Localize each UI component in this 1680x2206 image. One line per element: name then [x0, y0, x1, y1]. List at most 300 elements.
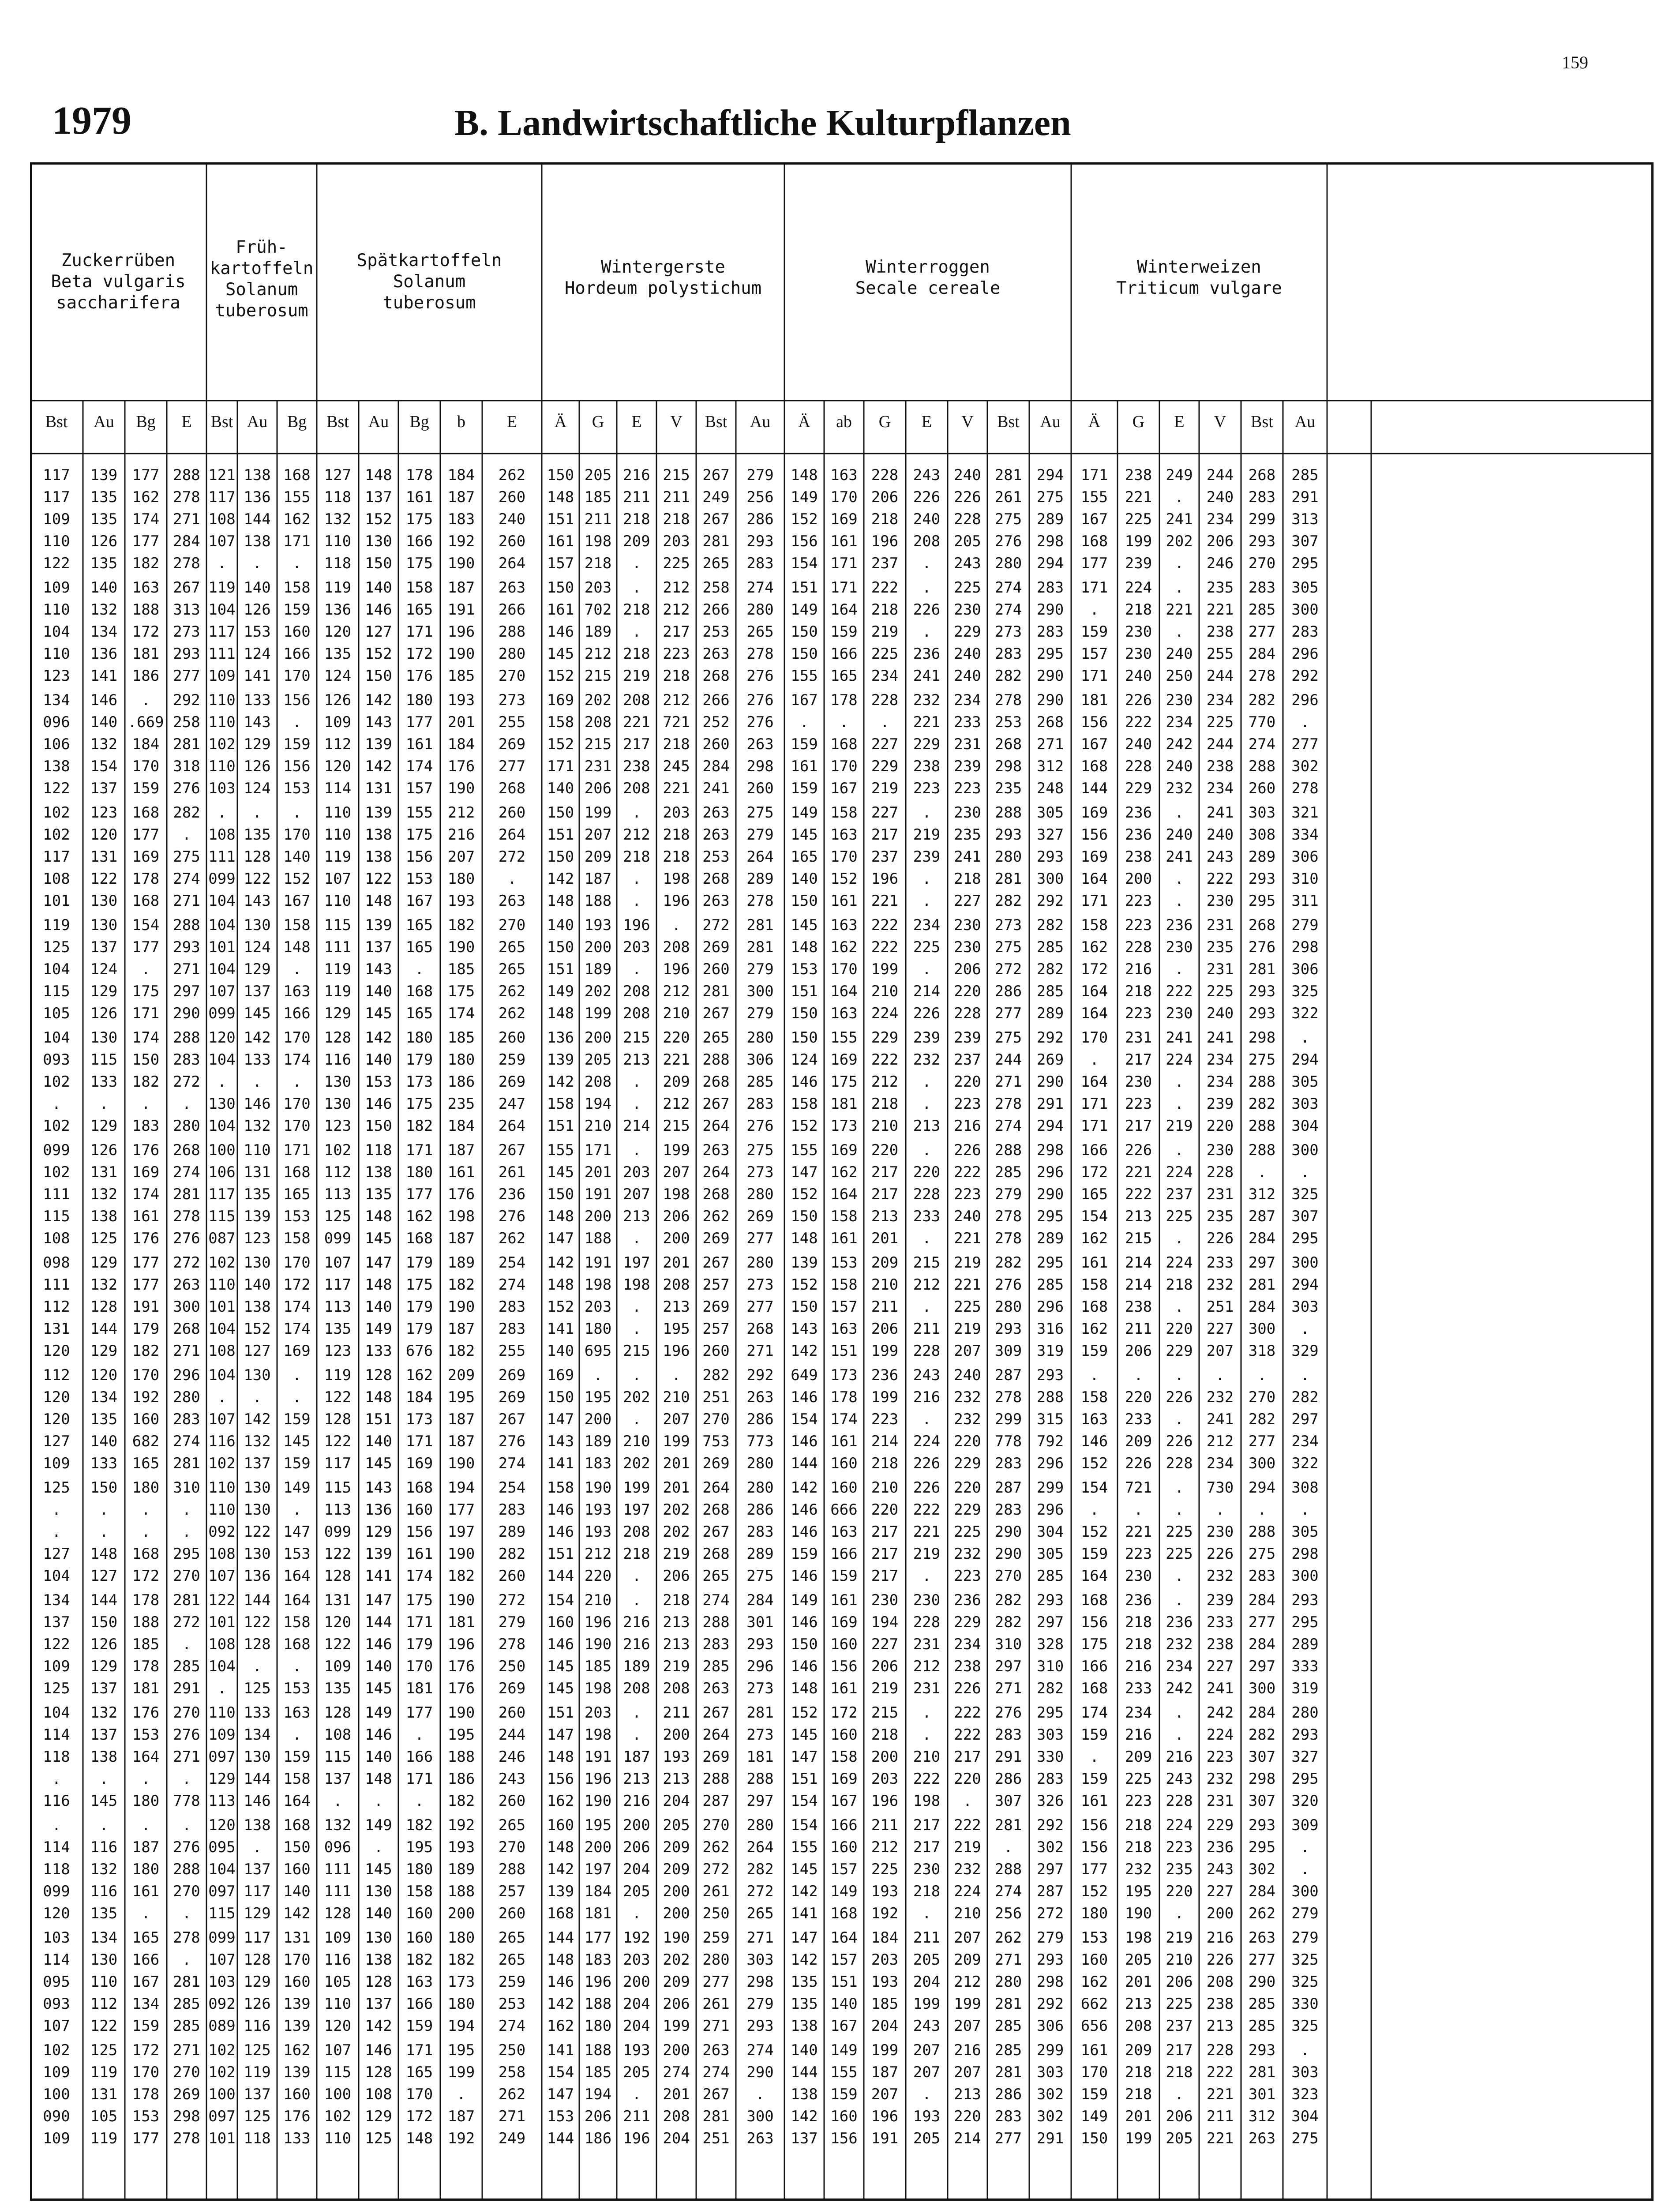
table-cell: 239 — [1125, 555, 1152, 572]
table-cell: 284 — [746, 1591, 774, 1609]
table-cell: 208 — [623, 1523, 650, 1541]
table-cell: 196 — [663, 892, 690, 910]
page-title: B. Landwirtschaftliche Kulturpflanzen — [454, 102, 1071, 143]
table-cell: 128 — [324, 1029, 352, 1047]
table-cell: 152 — [791, 1704, 818, 1722]
table-cell: 288 — [746, 1770, 774, 1788]
table-cell: 295 — [173, 1545, 200, 1563]
table-cell: 159 — [132, 780, 160, 797]
table-cell: 203 — [584, 579, 612, 597]
table-cell: 177 — [132, 1276, 160, 1294]
table-cell: . — [1174, 1095, 1184, 1113]
table-cell: 153 — [791, 960, 818, 978]
table-cell: 211 — [913, 1320, 941, 1338]
table-cell: 151 — [791, 983, 818, 1000]
table-cell: 209 — [584, 848, 612, 866]
table-cell: 239 — [1206, 1591, 1234, 1609]
table-cell: 189 — [584, 623, 612, 641]
table-cell: 148 — [365, 1276, 392, 1294]
table-cell: 263 — [702, 804, 730, 822]
table-cell: 220 — [663, 1029, 690, 1047]
table-cell: 251 — [702, 1388, 730, 1406]
table-cell: 287 — [1248, 1208, 1276, 1225]
table-cell: 216 — [1206, 1929, 1234, 1947]
table-cell: 140 — [830, 1995, 858, 2013]
table-cell: 231 — [584, 758, 612, 775]
table-cell: 090 — [43, 2108, 70, 2125]
table-cell: 295 — [1036, 645, 1064, 663]
table-cell: 285 — [1036, 1276, 1064, 1294]
table-cell: 279 — [498, 1613, 526, 1631]
table-cell: 182 — [447, 1567, 475, 1585]
table-cell: 202 — [584, 983, 612, 1000]
table-cell: 153 — [244, 623, 271, 641]
column-header: Bg — [136, 413, 156, 431]
table-cell: 293 — [1036, 1951, 1064, 1969]
table-cell: 115 — [324, 1479, 352, 1497]
table-cell: 196 — [871, 870, 899, 888]
table-cell: 128 — [324, 1905, 352, 1922]
table-cell: 296 — [173, 1366, 200, 1384]
table-cell: 262 — [498, 466, 526, 484]
table-cell: 325 — [1291, 983, 1319, 1000]
table-cell: 298 — [746, 758, 774, 775]
table-cell: 159 — [405, 2017, 433, 2035]
table-cell: 222 — [871, 916, 899, 934]
table-cell: 222 — [1206, 2063, 1234, 2081]
table-cell: 117 — [43, 488, 70, 506]
table-cell: 110 — [208, 758, 236, 775]
table-cell: 218 — [623, 645, 650, 663]
table-cell: 204 — [623, 1861, 650, 1878]
table-cell: 226 — [1125, 1455, 1152, 1472]
table-cell: 110 — [208, 1704, 236, 1722]
table-cell: 269 — [173, 2086, 200, 2103]
table-cell: 119 — [324, 1366, 352, 1384]
table-cell: 159 — [283, 1455, 311, 1472]
table-cell: 300 — [746, 983, 774, 1000]
table-cell: 218 — [663, 510, 690, 528]
table-cell: 218 — [871, 1095, 899, 1113]
table-cell: 199 — [954, 1995, 981, 2013]
table-cell: 219 — [871, 780, 899, 797]
table-cell: 180 — [447, 1051, 475, 1069]
table-cell: 171 — [405, 1433, 433, 1450]
table-cell: 207 — [954, 1342, 981, 1360]
table-cell: 151 — [830, 1342, 858, 1360]
table-cell: 282 — [994, 1591, 1022, 1609]
table-cell: 110 — [324, 826, 352, 844]
table-cell: 273 — [994, 623, 1022, 641]
table-cell: . — [922, 555, 931, 572]
table-cell: 234 — [954, 691, 981, 709]
table-cell: 208 — [584, 713, 612, 731]
column-header: E — [506, 413, 518, 431]
group-heading: kartoffeln — [210, 259, 314, 278]
table-cell: 209 — [1125, 2041, 1152, 2059]
table-cell: 116 — [244, 2017, 271, 2035]
table-cell: 298 — [1248, 1770, 1276, 1788]
table-cell: 132 — [90, 1186, 118, 1203]
table-cell: 216 — [447, 826, 475, 844]
table-cell: 109 — [43, 2063, 70, 2081]
table-cell: 227 — [871, 735, 899, 753]
table-cell: 778 — [173, 1792, 200, 1810]
table-cell: 222 — [871, 938, 899, 956]
table-cell: 132 — [324, 510, 352, 528]
table-cell: 210 — [663, 1388, 690, 1406]
table-cell: . — [755, 2086, 765, 2103]
table-cell: 158 — [283, 1770, 311, 1788]
table-cell: 282 — [1248, 1726, 1276, 1744]
table-cell: 106 — [43, 735, 70, 753]
table-cell: 265 — [746, 1905, 774, 1922]
table-cell: 181 — [584, 1905, 612, 1922]
table-cell: 281 — [994, 2063, 1022, 2081]
table-cell: 230 — [1166, 691, 1193, 709]
table-cell: 178 — [830, 691, 858, 709]
table-cell: 126 — [90, 533, 118, 550]
table-cell: 298 — [994, 758, 1022, 775]
table-cell: 226 — [1166, 1388, 1193, 1406]
table-cell: 264 — [702, 1479, 730, 1497]
table-cell: 122 — [90, 2017, 118, 2035]
table-cell: 177 — [405, 1186, 433, 1203]
table-cell: . — [922, 1411, 931, 1428]
table-cell: 184 — [447, 735, 475, 753]
table-cell: 139 — [365, 804, 392, 822]
table-cell: 139 — [365, 916, 392, 934]
table-cell: 129 — [365, 2108, 392, 2125]
table-cell: 260 — [498, 488, 526, 506]
table-cell: 183 — [132, 1117, 160, 1135]
table-cell: 204 — [623, 2017, 650, 2035]
table-cell: 157 — [830, 1951, 858, 1969]
table-cell: 161 — [405, 488, 433, 506]
table-cell: . — [1300, 2041, 1310, 2059]
table-cell: 288 — [994, 804, 1022, 822]
table-cell: 228 — [954, 1005, 981, 1022]
table-cell: 182 — [405, 1951, 433, 1969]
table-cell: 264 — [702, 1163, 730, 1181]
table-cell: 271 — [498, 2108, 526, 2125]
table-cell: 200 — [584, 1838, 612, 1856]
table-cell: 137 — [324, 1770, 352, 1788]
table-cell: 093 — [43, 1051, 70, 1069]
table-cell: 163 — [132, 579, 160, 597]
table-cell: 170 — [830, 848, 858, 866]
table-cell: 234 — [871, 667, 899, 685]
table-cell: 207 — [447, 848, 475, 866]
group-heading: Beta vulgaris — [51, 272, 186, 292]
table-cell: 260 — [1248, 780, 1276, 797]
table-cell: 235 — [994, 780, 1022, 797]
table-cell: 143 — [791, 1320, 818, 1338]
table-cell: 145 — [244, 1005, 271, 1022]
table-cell: . — [922, 1298, 931, 1316]
table-cell: 171 — [405, 1141, 433, 1159]
table-cell: . — [632, 1141, 641, 1159]
table-cell: 276 — [498, 1208, 526, 1225]
table-cell: . — [374, 1838, 383, 1856]
table-cell: 182 — [447, 1951, 475, 1969]
table-cell: 180 — [1080, 1905, 1108, 1922]
table-cell: 200 — [663, 1726, 690, 1744]
table-cell: . — [1134, 1366, 1143, 1384]
table-cell: 176 — [283, 2108, 311, 2125]
table-cell: 173 — [830, 1117, 858, 1135]
table-cell: 325 — [1291, 1186, 1319, 1203]
table-cell: 218 — [623, 510, 650, 528]
column-header: Bst — [210, 413, 233, 431]
table-cell: 287 — [994, 1479, 1022, 1497]
table-cell: 270 — [173, 1883, 200, 1900]
table-cell: 177 — [584, 1929, 612, 1947]
table-cell: 262 — [702, 1208, 730, 1225]
table-cell: 263 — [702, 2041, 730, 2059]
table-cell: 137 — [244, 983, 271, 1000]
table-cell: 165 — [1080, 1186, 1108, 1203]
table-cell: 271 — [1036, 735, 1064, 753]
table-cell: 153 — [365, 1073, 392, 1091]
table-cell: . — [182, 1905, 191, 1922]
table-cell: . — [632, 892, 641, 910]
table-cell: 122 — [43, 780, 70, 797]
table-cell: 122 — [208, 1591, 236, 1609]
table-cell: 134 — [43, 1591, 70, 1609]
table-cell: . — [99, 1523, 109, 1541]
table-cell: 282 — [1036, 960, 1064, 978]
table-cell: 123 — [324, 1342, 352, 1360]
table-cell: 185 — [447, 667, 475, 685]
table-cell: 281 — [1248, 960, 1276, 978]
table-cell: 225 — [871, 645, 899, 663]
table-cell: 184 — [132, 735, 160, 753]
table-cell: . — [292, 1366, 302, 1384]
table-cell: 148 — [547, 1276, 574, 1294]
table-cell: 210 — [871, 1117, 899, 1135]
table-cell: 148 — [365, 1208, 392, 1225]
table-cell: 239 — [913, 1029, 941, 1047]
table-cell: 146 — [791, 1658, 818, 1675]
table-cell: 138 — [365, 848, 392, 866]
table-cell: 100 — [208, 2086, 236, 2103]
table-cell: 284 — [1248, 1591, 1276, 1609]
table-cell: 145 — [791, 916, 818, 934]
table-cell: 204 — [871, 2017, 899, 2035]
table-cell: 144 — [1080, 780, 1108, 797]
table-cell: 218 — [1125, 983, 1152, 1000]
table-cell: 181 — [132, 645, 160, 663]
table-cell: 238 — [1125, 466, 1152, 484]
table-cell: 230 — [913, 1861, 941, 1878]
table-cell: 270 — [994, 1567, 1022, 1585]
table-cell: 175 — [405, 1591, 433, 1609]
table-cell: 213 — [663, 1298, 690, 1316]
table-cell: 182 — [447, 1342, 475, 1360]
table-cell: . — [1134, 1501, 1143, 1519]
table-cell: 192 — [447, 1816, 475, 1834]
table-cell: 261 — [994, 488, 1022, 506]
table-cell: 225 — [1166, 1208, 1193, 1225]
table-cell: . — [632, 960, 641, 978]
table-cell: 214 — [1125, 1254, 1152, 1272]
table-cell: . — [99, 1501, 109, 1519]
table-cell: 132 — [244, 1433, 271, 1450]
table-cell: 284 — [1248, 1298, 1276, 1316]
table-cell: 289 — [1291, 1636, 1319, 1653]
table-cell: 116 — [324, 1051, 352, 1069]
table-cell: 180 — [447, 870, 475, 888]
table-cell: 220 — [584, 1567, 612, 1585]
table-cell: 305 — [1036, 804, 1064, 822]
table-cell: 130 — [90, 1029, 118, 1047]
table-cell: 141 — [791, 1905, 818, 1922]
table-cell: 108 — [208, 1545, 236, 1563]
table-cell: 205 — [663, 1816, 690, 1834]
table-cell: 221 — [1125, 1523, 1152, 1541]
table-cell: 139 — [283, 1995, 311, 2013]
table-cell: 200 — [871, 1748, 899, 1766]
table-cell: 119 — [324, 848, 352, 866]
table-cell: 187 — [447, 1411, 475, 1428]
table-cell: 270 — [1248, 1388, 1276, 1406]
table-cell: 129 — [244, 1905, 271, 1922]
table-cell: 262 — [994, 1929, 1022, 1947]
table-cell: 220 — [954, 1479, 981, 1497]
table-cell: 271 — [994, 1073, 1022, 1091]
table-cell: 200 — [663, 1883, 690, 1900]
table-cell: 215 — [913, 1254, 941, 1272]
table-cell: 165 — [405, 916, 433, 934]
table-cell: 099 — [208, 1005, 236, 1022]
table-cell: 219 — [954, 1320, 981, 1338]
table-cell: 137 — [365, 1995, 392, 2013]
table-cell: 294 — [1248, 1479, 1276, 1497]
table-cell: 169 — [547, 691, 574, 709]
table-cell: 253 — [994, 713, 1022, 731]
table-cell: 199 — [1125, 533, 1152, 550]
table-cell: 189 — [447, 1254, 475, 1272]
table-cell: 128 — [365, 1366, 392, 1384]
table-cell: 110 — [208, 1276, 236, 1294]
table-cell: 110 — [208, 1501, 236, 1519]
table-cell: 187 — [584, 870, 612, 888]
table-cell: 198 — [1125, 1929, 1152, 1947]
table-cell: 265 — [498, 960, 526, 978]
table-cell: 152 — [1080, 1455, 1108, 1472]
table-cell: 126 — [90, 1141, 118, 1159]
table-cell: 185 — [584, 2063, 612, 2081]
table-cell: 116 — [90, 1883, 118, 1900]
table-cell: 278 — [173, 1929, 200, 1947]
table-cell: 296 — [1036, 1455, 1064, 1472]
table-cell: 146 — [791, 1433, 818, 1450]
table-cell: 201 — [1125, 1973, 1152, 1991]
table-cell: 112 — [43, 1298, 70, 1316]
table-cell: 133 — [90, 1073, 118, 1091]
table-cell: 162 — [405, 1208, 433, 1225]
table-cell: 207 — [913, 2041, 941, 2059]
table-cell: 148 — [547, 1951, 574, 1969]
table-cell: 144 — [365, 1613, 392, 1631]
table-cell: 181 — [447, 1613, 475, 1631]
table-cell: 236 — [913, 645, 941, 663]
table-cell: 196 — [584, 1770, 612, 1788]
table-cell: 134 — [90, 1388, 118, 1406]
table-cell: 171 — [132, 1005, 160, 1022]
table-cell: 229 — [1125, 780, 1152, 797]
table-cell: 297 — [1036, 1613, 1064, 1631]
table-cell: 196 — [663, 1342, 690, 1360]
table-cell: 217 — [954, 1748, 981, 1766]
table-cell: 218 — [954, 870, 981, 888]
table-cell: 206 — [871, 1320, 899, 1338]
table-cell: 168 — [1080, 1680, 1108, 1697]
table-cell: 148 — [365, 892, 392, 910]
table-cell: 151 — [365, 1411, 392, 1428]
table-cell: 270 — [173, 1567, 200, 1585]
table-cell: 267 — [702, 466, 730, 484]
table-cell: 107 — [208, 533, 236, 550]
table-cell: 695 — [584, 1342, 612, 1360]
table-cell: 182 — [405, 1816, 433, 1834]
table-cell: 180 — [132, 1861, 160, 1878]
table-cell: 300 — [1291, 1883, 1319, 1900]
table-cell: 140 — [547, 1342, 574, 1360]
table-cell: 212 — [663, 579, 690, 597]
table-cell: 288 — [702, 1613, 730, 1631]
table-cell: 266 — [498, 601, 526, 619]
table-cell: 269 — [702, 1298, 730, 1316]
table-cell: 279 — [1291, 1905, 1319, 1922]
table-cell: 223 — [1125, 1545, 1152, 1563]
table-cell: 155 — [791, 1141, 818, 1159]
table-cell: 230 — [871, 1591, 899, 1609]
table-cell: 249 — [1166, 466, 1193, 484]
table-cell: 158 — [283, 1613, 311, 1631]
table-cell: 305 — [1291, 1073, 1319, 1091]
table-cell: 278 — [994, 1208, 1022, 1225]
table-cell: 278 — [1291, 780, 1319, 797]
table-cell: 280 — [994, 848, 1022, 866]
table-cell: . — [632, 1704, 641, 1722]
table-cell: . — [141, 1523, 150, 1541]
table-cell: 164 — [830, 601, 858, 619]
column-header: V — [670, 413, 682, 431]
table-cell: 176 — [132, 1141, 160, 1159]
table-cell: 123 — [90, 804, 118, 822]
table-cell: 270 — [173, 1704, 200, 1722]
table-cell: 124 — [324, 667, 352, 685]
table-cell: 101 — [208, 1613, 236, 1631]
table-cell: 295 — [1291, 1613, 1319, 1631]
table-cell: . — [182, 1501, 191, 1519]
table-cell: 149 — [365, 1320, 392, 1338]
table-cell: 203 — [623, 938, 650, 956]
table-cell: 172 — [405, 645, 433, 663]
table-cell: 138 — [791, 2086, 818, 2103]
table-cell: 276 — [498, 1433, 526, 1450]
table-cell: 702 — [584, 601, 612, 619]
column-header: Ä — [554, 413, 567, 431]
table-cell: .669 — [128, 713, 164, 731]
table-cell: 087 — [208, 1230, 236, 1247]
table-cell: 188 — [584, 1230, 612, 1247]
table-cell: 226 — [1125, 1141, 1152, 1159]
table-cell: 223 — [871, 1411, 899, 1428]
table-cell: . — [99, 1770, 109, 1788]
